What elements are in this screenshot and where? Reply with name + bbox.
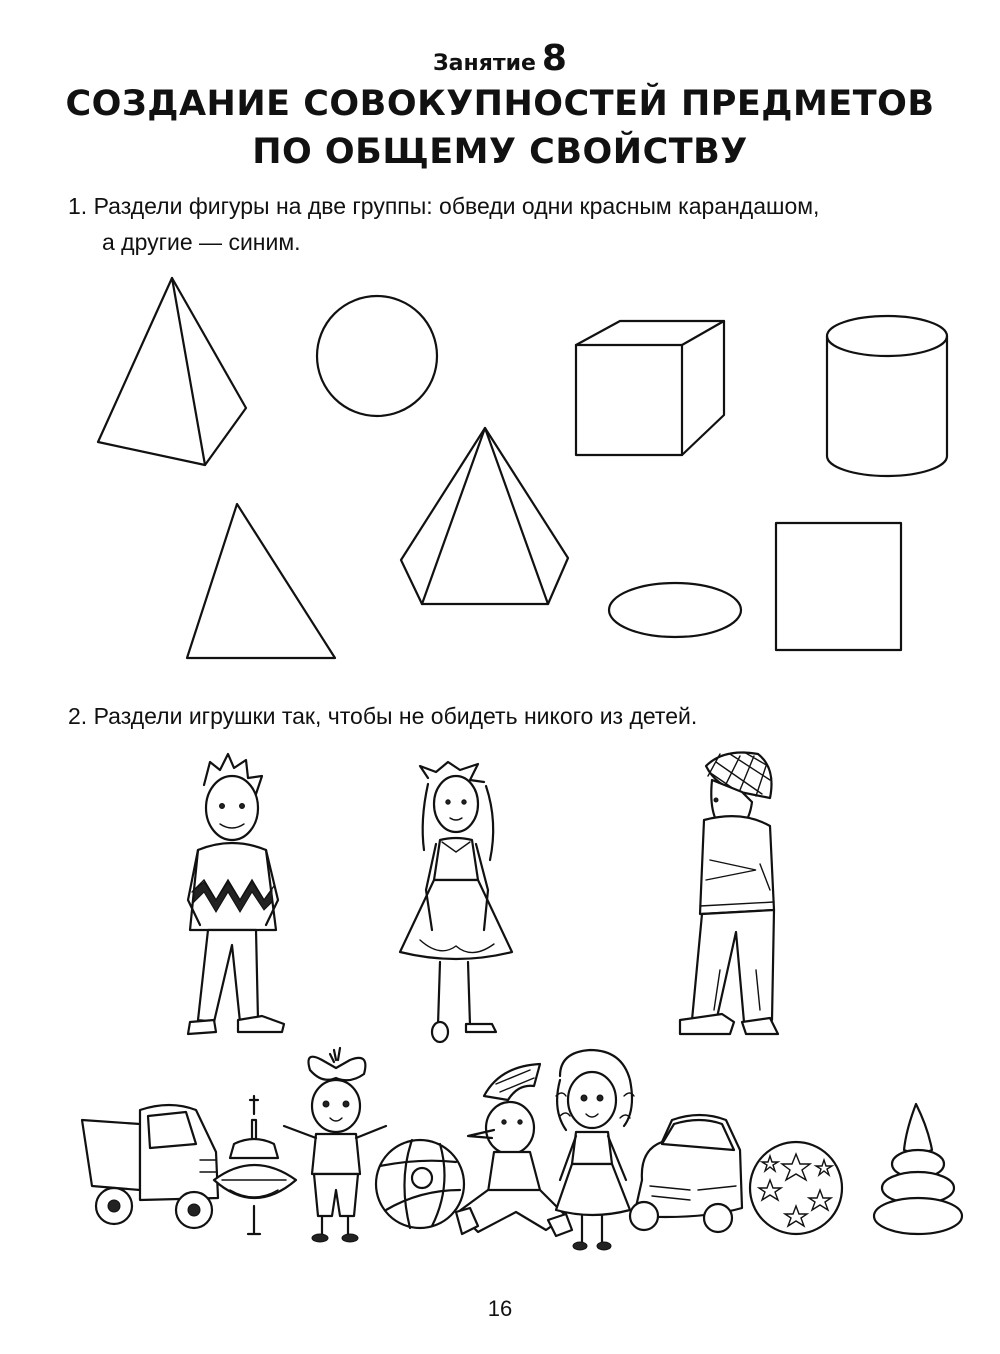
doll-girl-icon [284,1048,386,1242]
square-icon [776,523,901,650]
task-2-text: Раздели игрушки так, чтобы не обидеть никого из детей. [93,703,698,729]
task-1-text-line-1: Раздели фигуры на две группы: обведи одни красным карандашом, [93,193,820,219]
page-title [0,80,1000,176]
toy-car-icon [630,1115,742,1232]
star-ball-icon [750,1142,842,1234]
triangle-icon [187,504,335,658]
toy-truck-icon [82,1105,218,1228]
shapes-panel [0,270,1000,670]
lesson-number: 8 [541,38,567,79]
ball-icon [376,1140,464,1228]
lesson-label: Занятие [433,51,536,76]
pinocchio-doll-icon [456,1064,572,1236]
title-line-1: СОЗДАНИЕ СОВОКУПНОСТЕЙ ПРЕДМЕТОВ [65,84,935,124]
spinning-top-icon [214,1096,296,1234]
page-number: 16 [487,1296,513,1321]
circle-icon [317,296,437,416]
task-1-text-line-2: а другие — синим. [102,229,301,255]
toys-panel [0,1040,1000,1270]
task-2 [68,698,968,734]
task-2-number: 2. [68,703,88,729]
pyramid-icon [98,278,246,465]
task-1-number: 1. [68,193,88,219]
pentagonal-pyramid-icon [401,428,568,604]
cylinder-icon [827,316,947,476]
task-1 [68,188,978,260]
boy-in-cap-icon [680,752,778,1034]
ellipse-icon [609,583,741,637]
boy-in-sweater-icon [188,754,284,1034]
cube-icon [576,321,724,455]
children-panel [0,740,1000,1050]
title-line-2: ПО ОБЩЕМУ СВОЙСТВУ [252,132,748,172]
girl-with-bow-icon [400,762,512,1042]
ring-pyramid-icon [874,1104,962,1234]
lesson-heading [0,38,1000,79]
